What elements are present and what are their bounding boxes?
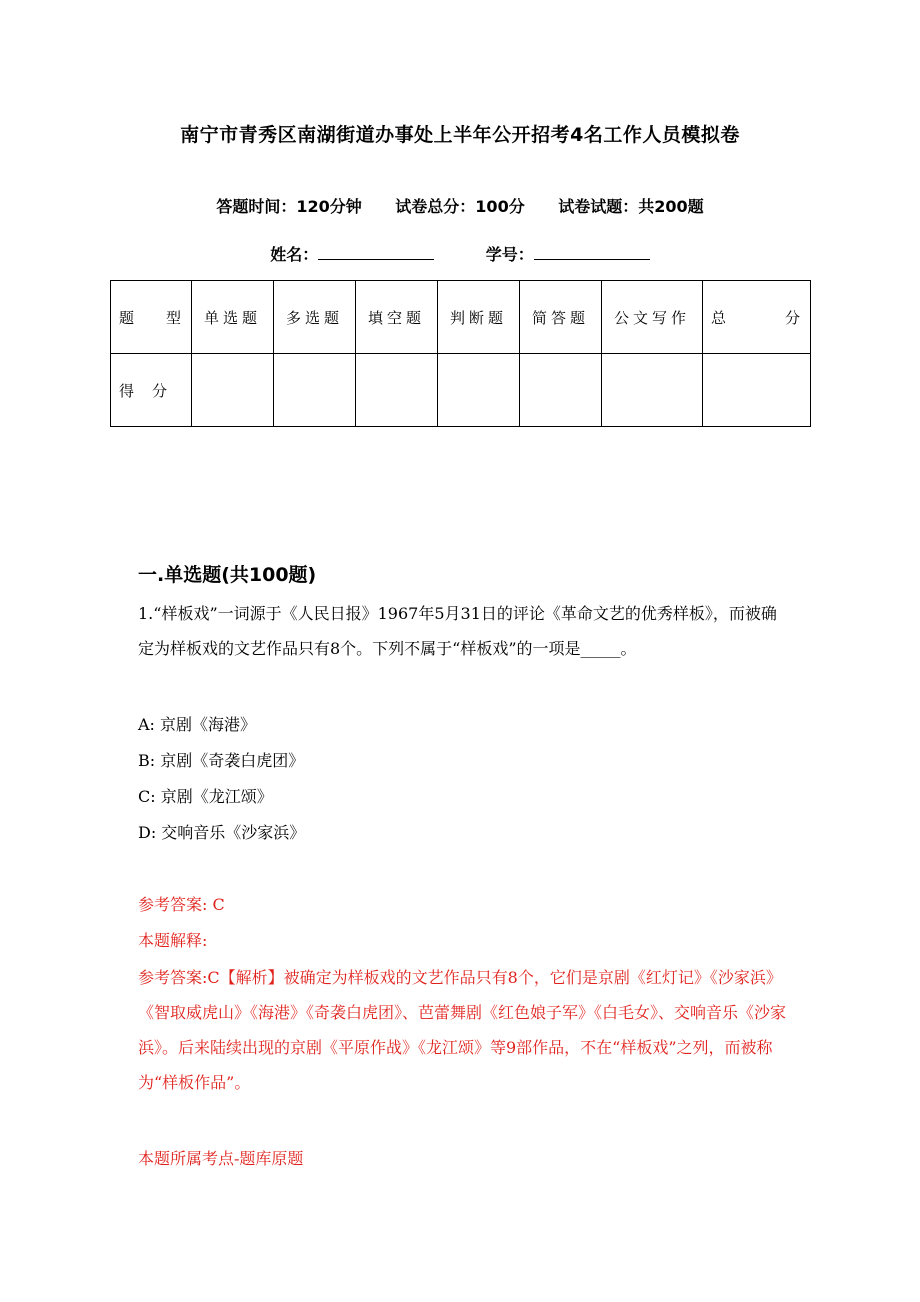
reference-answer: 参考答案: C bbox=[138, 895, 225, 914]
row-score-label bbox=[111, 354, 192, 427]
exam-title: 南宁市青秀区南湖街道办事处上半年公开招考4名工作人员模拟卷 bbox=[180, 124, 740, 146]
question-text: 1.“样板戏”一词源于《人民日报》1967年5月31日的评论《革命文艺的优秀样板》，而被确定为样板戏的文艺作品只有8个。下列不属于“样板戏”的一项是_____。 bbox=[138, 604, 777, 658]
score-table bbox=[110, 280, 811, 427]
question-source: 本题所属考点-题库原题 bbox=[138, 1149, 304, 1168]
type-char-2: 型 bbox=[165, 308, 181, 327]
total-char-1: 总 bbox=[711, 308, 727, 327]
total-score: 试卷总分：100分 bbox=[395, 197, 525, 216]
score-cell[interactable] bbox=[438, 354, 520, 427]
header-type-cell bbox=[111, 281, 192, 354]
option-a: A: 京剧《海港》 bbox=[138, 715, 257, 734]
score-cell[interactable] bbox=[602, 354, 703, 427]
option-b: B: 京剧《奇袭白虎团》 bbox=[138, 751, 305, 770]
score-cell[interactable] bbox=[356, 354, 438, 427]
option-c: C: 京剧《龙江颂》 bbox=[138, 787, 273, 806]
score-cell[interactable] bbox=[703, 354, 811, 427]
col-short-answer: 简答题 bbox=[520, 281, 602, 354]
col-multi-choice: 多选题 bbox=[274, 281, 356, 354]
score-table-score-row bbox=[111, 354, 811, 427]
explanation-text: 参考答案:C【解析】被确定为样板戏的文艺作品只有8个，它们是京剧《红灯记》《沙家浜》《智取威虎山》《海港》《奇袭白虎团》、芭蕾舞剧《红色娘子军》《白毛女》、交响音乐《沙家浜》。后来陆续出现的京剧《平原作战》《龙江颂》等9部作品，不在“样板戏”之列，而被称为“样板作品”。 bbox=[138, 968, 787, 1092]
explanation-label: 本题解释: bbox=[138, 931, 208, 950]
question-count: 试卷试题：共200题 bbox=[558, 197, 704, 216]
score-cell[interactable] bbox=[520, 354, 602, 427]
score-char-2: 分 bbox=[151, 381, 167, 400]
identity-line bbox=[0, 242, 920, 265]
col-fill-blank: 填空题 bbox=[356, 281, 438, 354]
total-char-2: 分 bbox=[784, 308, 800, 327]
option-d: D: 交响音乐《沙家浜》 bbox=[138, 823, 306, 842]
student-id-label: 学号： bbox=[485, 245, 534, 264]
col-document-writing: 公文写作 bbox=[602, 281, 703, 354]
score-cell[interactable] bbox=[274, 354, 356, 427]
col-single-choice: 单选题 bbox=[192, 281, 274, 354]
section-title: 一.单选题(共100题) bbox=[138, 564, 317, 586]
answer-time: 答题时间：120分钟 bbox=[216, 197, 362, 216]
score-char-1: 得 bbox=[119, 381, 135, 400]
type-char-1: 题 bbox=[119, 308, 135, 327]
score-cell[interactable] bbox=[192, 354, 274, 427]
col-true-false: 判断题 bbox=[438, 281, 520, 354]
name-label: 姓名： bbox=[270, 245, 319, 264]
exam-meta bbox=[0, 194, 920, 217]
name-blank[interactable] bbox=[318, 245, 434, 260]
student-id-blank[interactable] bbox=[534, 245, 650, 260]
score-table-header-row bbox=[111, 281, 811, 354]
col-total bbox=[703, 281, 811, 354]
